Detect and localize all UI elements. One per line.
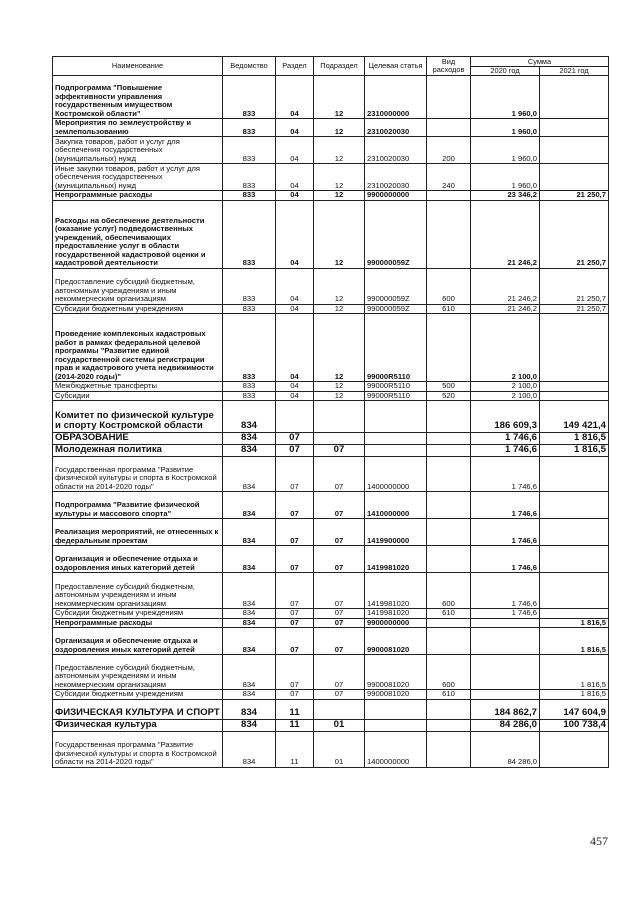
row-sum-2020: 21 246,2 <box>471 200 540 268</box>
row-target-article: 1400000000 <box>365 731 427 767</box>
row-section: 04 <box>276 391 314 401</box>
row-section: 07 <box>276 609 314 619</box>
row-section: 04 <box>276 200 314 268</box>
row-sum-2020 <box>471 628 540 655</box>
row-sum-2021 <box>540 137 609 164</box>
row-department: 834 <box>223 573 276 609</box>
row-department: 833 <box>223 304 276 314</box>
row-section: 04 <box>276 382 314 392</box>
row-sum-2020: 186 609,3 <box>471 401 540 433</box>
row-sum-2020: 1 746,6 <box>471 609 540 619</box>
row-subsection: 12 <box>314 164 365 191</box>
row-target-article <box>365 445 427 457</box>
row-sum-2021 <box>540 119 609 137</box>
row-subsection: 07 <box>314 618 365 628</box>
row-subsection: 12 <box>314 191 365 201</box>
row-subsection: 12 <box>314 119 365 137</box>
row-sum-2021: 1 816,5 <box>540 618 609 628</box>
table-row <box>53 492 609 519</box>
row-department: 833 <box>223 137 276 164</box>
row-department: 834 <box>223 546 276 573</box>
row-sum-2021 <box>540 609 609 619</box>
row-name: Предоставление субсидий бюджетным, автономным учреждениям и иным некоммерческим организациям <box>53 268 223 304</box>
row-name: Организация и обеспечение отдыха и оздоровления иных категорий детей <box>53 628 223 655</box>
row-expense-type: 600 <box>427 268 471 304</box>
row-name: Организация и обеспечение отдыха и оздоровления иных категорий детей <box>53 546 223 573</box>
row-name: Субсидии бюджетным учреждениям <box>53 304 223 314</box>
row-subsection: 01 <box>314 719 365 731</box>
row-sum-2020: 184 862,7 <box>471 699 540 719</box>
row-section: 07 <box>276 492 314 519</box>
table-row <box>53 304 609 314</box>
row-expense-type: 240 <box>427 164 471 191</box>
row-department: 834 <box>223 618 276 628</box>
row-expense-type: 200 <box>427 137 471 164</box>
row-name: Реализация мероприятий, не отнесенных к федеральным проектам <box>53 519 223 546</box>
row-name: Предоставление субсидий бюджетным, автономным учреждениям и иным некоммерческим организациям <box>53 655 223 690</box>
row-department: 833 <box>223 119 276 137</box>
table-row <box>53 268 609 304</box>
row-expense-type <box>427 618 471 628</box>
row-sum-2021 <box>540 492 609 519</box>
row-sum-2020: 2 100,0 <box>471 314 540 382</box>
row-name: Мероприятия по землеустройству и землепользованию <box>53 119 223 137</box>
row-sum-2021: 21 250,7 <box>540 200 609 268</box>
header-department: Ведомство <box>223 57 276 76</box>
row-sum-2021 <box>540 546 609 573</box>
row-name: Комитет по физической культуре и спорту Костромской области <box>53 401 223 433</box>
row-expense-type <box>427 731 471 767</box>
row-sum-2020: 1 746,6 <box>471 445 540 457</box>
row-section: 07 <box>276 618 314 628</box>
row-section <box>276 401 314 433</box>
row-department: 833 <box>223 164 276 191</box>
table-row <box>53 690 609 700</box>
row-sum-2020: 2 100,0 <box>471 391 540 401</box>
row-subsection: 07 <box>314 690 365 700</box>
row-expense-type <box>427 401 471 433</box>
row-target-article: 1419981020 <box>365 609 427 619</box>
header-section: Раздел <box>276 57 314 76</box>
row-department: 834 <box>223 628 276 655</box>
table-row <box>53 119 609 137</box>
row-name: Непрограммные расходы <box>53 191 223 201</box>
row-subsection: 07 <box>314 655 365 690</box>
row-target-article: 1419981020 <box>365 573 427 609</box>
row-department: 834 <box>223 609 276 619</box>
row-expense-type <box>427 445 471 457</box>
row-department: 833 <box>223 391 276 401</box>
row-subsection: 12 <box>314 314 365 382</box>
row-section: 04 <box>276 304 314 314</box>
row-sum-2020: 1 746,6 <box>471 433 540 445</box>
row-name: Подпрограмма "Развитие физической культуры и массового спорта" <box>53 492 223 519</box>
row-sum-2021 <box>540 573 609 609</box>
row-target-article: 9900000000 <box>365 191 427 201</box>
row-sum-2020 <box>471 690 540 700</box>
row-sum-2020: 21 246,2 <box>471 304 540 314</box>
row-subsection: 07 <box>314 519 365 546</box>
row-section: 07 <box>276 433 314 445</box>
table-row <box>53 137 609 164</box>
header-target-article: Целевая статья <box>365 57 427 76</box>
row-expense-type <box>427 457 471 492</box>
row-section: 07 <box>276 519 314 546</box>
row-sum-2021 <box>540 382 609 392</box>
row-sum-2021 <box>540 314 609 382</box>
table-row <box>53 382 609 392</box>
row-target-article: 990000059Z <box>365 304 427 314</box>
row-sum-2020: 2 100,0 <box>471 382 540 392</box>
row-name: Государственная программа "Развитие физической культуры и спорта в Костромской области на 2014-2020 годы" <box>53 731 223 767</box>
row-name: Государственная программа "Развитие физической культуры и спорта в Костромской области на 2014-2020 годы" <box>53 457 223 492</box>
row-department: 834 <box>223 655 276 690</box>
row-section: 04 <box>276 314 314 382</box>
row-sum-2021: 1 816,5 <box>540 655 609 690</box>
row-name: Межбюджетные трансферты <box>53 382 223 392</box>
table-row <box>53 609 609 619</box>
table-row <box>53 628 609 655</box>
row-sum-2021: 21 250,7 <box>540 268 609 304</box>
row-expense-type <box>427 76 471 119</box>
row-expense-type: 600 <box>427 655 471 690</box>
row-expense-type <box>427 314 471 382</box>
row-name: Иные закупки товаров, работ и услуг для обеспечения государственных (муниципальных) нужд <box>53 164 223 191</box>
row-target-article: 1419900000 <box>365 519 427 546</box>
header-name: Наименование <box>53 57 223 76</box>
table-row <box>53 391 609 401</box>
table-header <box>53 57 609 76</box>
row-subsection: 12 <box>314 200 365 268</box>
row-department: 833 <box>223 268 276 304</box>
row-subsection <box>314 699 365 719</box>
row-expense-type <box>427 519 471 546</box>
row-section: 07 <box>276 690 314 700</box>
row-department: 834 <box>223 457 276 492</box>
row-sum-2020: 1 746,6 <box>471 492 540 519</box>
row-department: 834 <box>223 445 276 457</box>
row-subsection: 07 <box>314 573 365 609</box>
row-name: Проведение комплексных кадастровых работ в рамках федеральной целевой программы "Развитие единой государственной системы регистрации прав и кадастрового учета недвижимости (2014-2020 годы)" <box>53 314 223 382</box>
row-expense-type <box>427 433 471 445</box>
row-name: Непрограммные расходы <box>53 618 223 628</box>
row-department: 833 <box>223 76 276 119</box>
row-name: Субсидии <box>53 391 223 401</box>
row-sum-2020: 1 746,6 <box>471 519 540 546</box>
row-section: 07 <box>276 628 314 655</box>
row-name: Закупка товаров, работ и услуг для обеспечения государственных (муниципальных) нужд <box>53 137 223 164</box>
row-subsection: 12 <box>314 268 365 304</box>
row-section: 11 <box>276 731 314 767</box>
table-row <box>53 433 609 445</box>
table-row <box>53 457 609 492</box>
row-subsection: 07 <box>314 457 365 492</box>
row-target-article: 990000059Z <box>365 200 427 268</box>
row-section: 07 <box>276 457 314 492</box>
table-row <box>53 191 609 201</box>
row-section: 04 <box>276 191 314 201</box>
row-name: ФИЗИЧЕСКАЯ КУЛЬТУРА И СПОРТ <box>53 699 223 719</box>
row-expense-type <box>427 546 471 573</box>
row-sum-2021 <box>540 457 609 492</box>
row-name: Предоставление субсидий бюджетным, автономным учреждениям и иным некоммерческим организациям <box>53 573 223 609</box>
row-section: 07 <box>276 655 314 690</box>
row-section: 04 <box>276 164 314 191</box>
row-sum-2020: 1 960,0 <box>471 119 540 137</box>
row-sum-2020: 21 246,2 <box>471 268 540 304</box>
row-target-article <box>365 699 427 719</box>
row-sum-2021 <box>540 519 609 546</box>
row-sum-2021 <box>540 391 609 401</box>
row-section: 07 <box>276 546 314 573</box>
row-section: 07 <box>276 573 314 609</box>
row-subsection: 07 <box>314 628 365 655</box>
row-sum-2021: 21 250,7 <box>540 191 609 201</box>
row-department: 833 <box>223 382 276 392</box>
table-row <box>53 164 609 191</box>
row-expense-type <box>427 191 471 201</box>
row-subsection: 01 <box>314 731 365 767</box>
row-target-article: 1410000000 <box>365 492 427 519</box>
row-sum-2020: 1 960,0 <box>471 164 540 191</box>
table-row <box>53 200 609 268</box>
table-body <box>53 76 609 768</box>
row-target-article: 1400000000 <box>365 457 427 492</box>
row-target-article <box>365 433 427 445</box>
table-row <box>53 519 609 546</box>
row-department: 834 <box>223 719 276 731</box>
row-subsection: 07 <box>314 609 365 619</box>
table-row <box>53 546 609 573</box>
row-sum-2021: 149 421,4 <box>540 401 609 433</box>
row-target-article: 1419981020 <box>365 546 427 573</box>
row-department: 834 <box>223 690 276 700</box>
table-row <box>53 76 609 119</box>
row-sum-2020: 23 346,2 <box>471 191 540 201</box>
header-expense-type: Вид расходов <box>427 57 471 76</box>
row-subsection: 12 <box>314 76 365 119</box>
row-department: 833 <box>223 314 276 382</box>
row-target-article <box>365 719 427 731</box>
row-sum-2020: 1 960,0 <box>471 76 540 119</box>
row-name: Субсидии бюджетным учреждениям <box>53 609 223 619</box>
row-section: 11 <box>276 719 314 731</box>
row-target-article: 2310000000 <box>365 76 427 119</box>
row-subsection: 12 <box>314 137 365 164</box>
table-row <box>53 699 609 719</box>
row-expense-type <box>427 628 471 655</box>
row-target-article: 9900081020 <box>365 628 427 655</box>
row-sum-2021: 147 604,9 <box>540 699 609 719</box>
row-subsection: 12 <box>314 304 365 314</box>
row-expense-type <box>427 119 471 137</box>
row-sum-2020: 1 746,6 <box>471 546 540 573</box>
row-sum-2021: 1 816,5 <box>540 433 609 445</box>
row-subsection <box>314 401 365 433</box>
header-year-2021: 2021 год <box>540 67 609 76</box>
table-row <box>53 731 609 767</box>
row-target-article: 9900000000 <box>365 618 427 628</box>
row-expense-type <box>427 492 471 519</box>
row-section: 04 <box>276 268 314 304</box>
row-sum-2021: 100 738,4 <box>540 719 609 731</box>
row-name: ОБРАЗОВАНИЕ <box>53 433 223 445</box>
row-subsection <box>314 433 365 445</box>
row-expense-type: 610 <box>427 304 471 314</box>
row-name: Подпрограмма "Повышение эффективности управления государственным имуществом Костромской области" <box>53 76 223 119</box>
row-sum-2021 <box>540 731 609 767</box>
row-sum-2021: 1 816,5 <box>540 690 609 700</box>
row-section: 04 <box>276 76 314 119</box>
row-section: 07 <box>276 445 314 457</box>
row-department: 834 <box>223 699 276 719</box>
row-expense-type <box>427 200 471 268</box>
row-target-article: 2310020030 <box>365 164 427 191</box>
table-row <box>53 719 609 731</box>
table-row <box>53 573 609 609</box>
row-target-article <box>365 401 427 433</box>
row-name: Молодежная политика <box>53 445 223 457</box>
row-subsection: 07 <box>314 445 365 457</box>
row-subsection: 12 <box>314 391 365 401</box>
row-section: 04 <box>276 137 314 164</box>
row-target-article: 2310020030 <box>365 119 427 137</box>
row-sum-2021: 1 816,5 <box>540 445 609 457</box>
row-department: 834 <box>223 401 276 433</box>
row-expense-type: 610 <box>427 609 471 619</box>
table-row <box>53 445 609 457</box>
row-name: Физическая культура <box>53 719 223 731</box>
table-row <box>53 401 609 433</box>
row-target-article: 2310020030 <box>365 137 427 164</box>
row-expense-type: 500 <box>427 382 471 392</box>
row-expense-type <box>427 699 471 719</box>
row-department: 833 <box>223 200 276 268</box>
row-sum-2020: 84 286,0 <box>471 719 540 731</box>
row-name: Расходы на обеспечение деятельности (оказание услуг) подведомственных учреждений, обеспечивающих предоставление услуг в области государственной кадастровой оценки и кадастровой деятельности <box>53 200 223 268</box>
row-expense-type: 600 <box>427 573 471 609</box>
row-sum-2020 <box>471 618 540 628</box>
row-target-article: 99000R5110 <box>365 314 427 382</box>
row-department: 834 <box>223 492 276 519</box>
row-sum-2021 <box>540 76 609 119</box>
row-sum-2020: 1 746,6 <box>471 457 540 492</box>
row-section: 04 <box>276 119 314 137</box>
row-department: 833 <box>223 191 276 201</box>
row-sum-2021: 1 816,5 <box>540 628 609 655</box>
table-row <box>53 618 609 628</box>
row-department: 834 <box>223 433 276 445</box>
table-row <box>53 655 609 690</box>
row-target-article: 99000R5110 <box>365 391 427 401</box>
row-department: 834 <box>223 731 276 767</box>
row-sum-2020: 84 286,0 <box>471 731 540 767</box>
row-subsection: 07 <box>314 546 365 573</box>
header-sum: Сумма <box>471 57 609 67</box>
row-name: Субсидии бюджетным учреждениям <box>53 690 223 700</box>
row-subsection: 12 <box>314 382 365 392</box>
row-target-article: 99000R5110 <box>365 382 427 392</box>
row-sum-2020 <box>471 655 540 690</box>
row-sum-2020: 1 746,6 <box>471 573 540 609</box>
row-sum-2021: 21 250,7 <box>540 304 609 314</box>
row-target-article: 9900081020 <box>365 690 427 700</box>
budget-table <box>52 56 609 768</box>
header-year-2020: 2020 год <box>471 67 540 76</box>
row-target-article: 990000059Z <box>365 268 427 304</box>
header-subsection: Подраздел <box>314 57 365 76</box>
table-row <box>53 314 609 382</box>
row-expense-type <box>427 719 471 731</box>
page-number: 457 <box>590 834 608 848</box>
row-sum-2020: 1 960,0 <box>471 137 540 164</box>
row-section: 11 <box>276 699 314 719</box>
row-expense-type: 520 <box>427 391 471 401</box>
row-sum-2021 <box>540 164 609 191</box>
row-target-article: 9900081020 <box>365 655 427 690</box>
row-department: 834 <box>223 519 276 546</box>
row-expense-type: 610 <box>427 690 471 700</box>
row-subsection: 07 <box>314 492 365 519</box>
